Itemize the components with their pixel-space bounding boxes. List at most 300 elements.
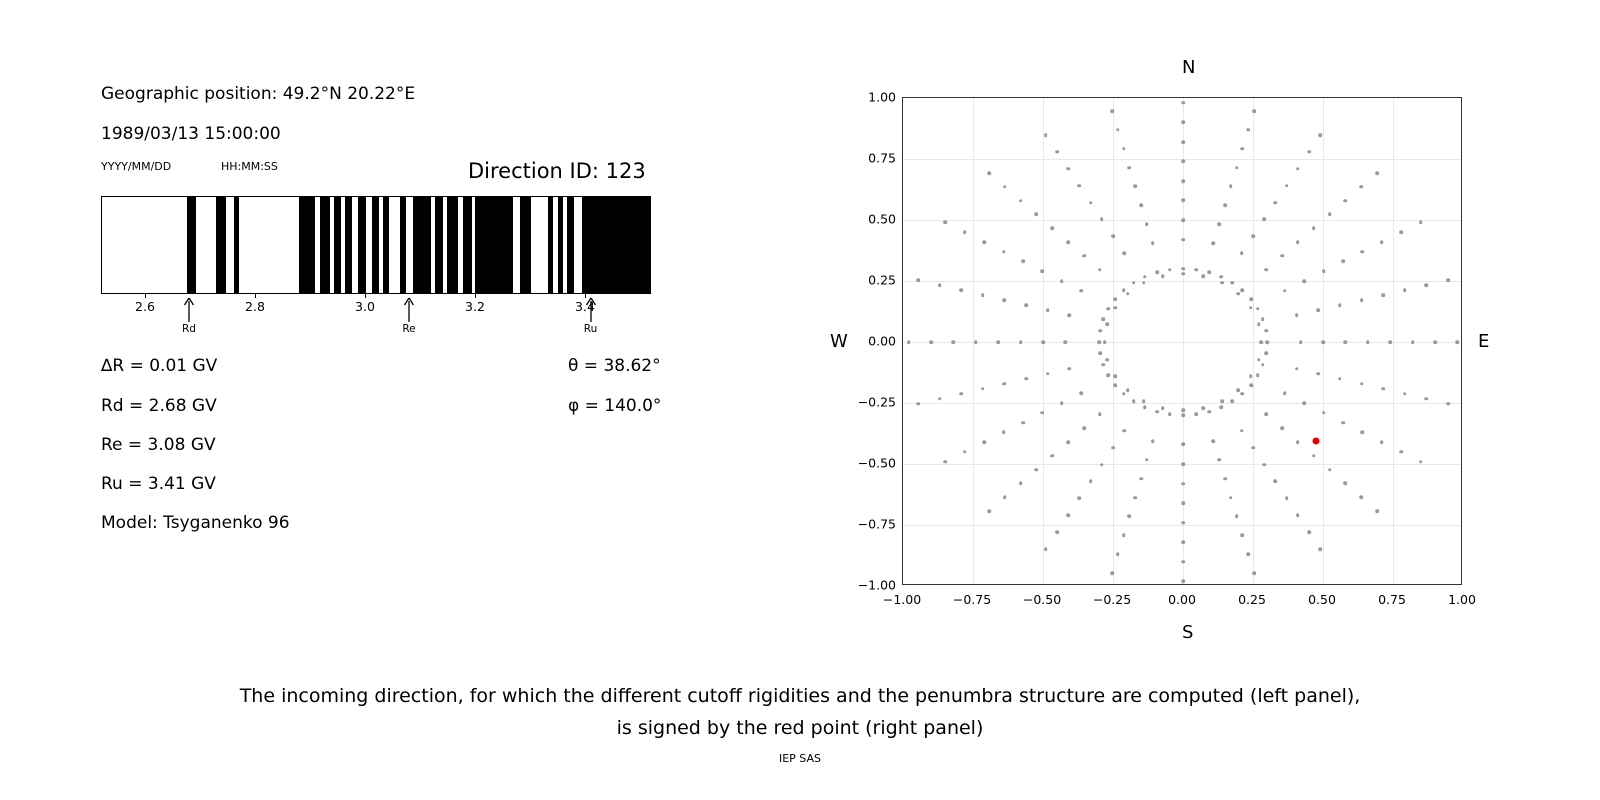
direction-dot (1283, 391, 1287, 395)
direction-dot (944, 221, 948, 225)
penumbra-axis-tick (365, 294, 366, 298)
penumbra-forbidden-band (345, 197, 352, 293)
direction-dot (1318, 547, 1322, 551)
sky-map-y-tick-label: 0.25 (868, 272, 896, 288)
direction-dot (1132, 399, 1136, 403)
direction-dot (1296, 440, 1300, 444)
direction-dot (1044, 133, 1048, 137)
direction-dot (1235, 166, 1239, 170)
direction-dot (1344, 340, 1348, 344)
direction-dot (1285, 184, 1289, 188)
direction-dot (1207, 271, 1211, 275)
sky-map-x-tick-label: 1.00 (1448, 592, 1476, 607)
direction-dot (1113, 383, 1117, 387)
direction-dot (1181, 482, 1185, 486)
compass-south-label: S (1182, 622, 1194, 643)
direction-dot (1257, 323, 1261, 327)
direction-dot (1283, 289, 1287, 293)
direction-dot (1219, 405, 1223, 409)
direction-dot (1237, 292, 1241, 296)
direction-dot (1316, 309, 1320, 313)
direction-dot (1217, 222, 1221, 226)
penumbra-forbidden-band (400, 197, 406, 293)
direction-dot (1181, 199, 1185, 203)
direction-dot (1122, 392, 1126, 396)
direction-dot (1055, 530, 1059, 534)
direction-dot (1322, 411, 1326, 415)
direction-dot (1139, 204, 1143, 208)
direction-dot (1328, 468, 1332, 472)
direction-dot (1100, 463, 1104, 467)
penumbra-forbidden-band (447, 197, 458, 293)
direction-dot (1122, 251, 1126, 255)
gridline-vertical (1393, 98, 1394, 584)
direction-dot (1181, 540, 1185, 544)
direction-dot (1411, 340, 1415, 344)
direction-dot (1181, 579, 1185, 583)
gridline-vertical (1113, 98, 1114, 584)
direction-dot (1359, 495, 1363, 499)
direction-dot (1446, 402, 1450, 406)
direction-dot (1078, 497, 1082, 501)
direction-dot (1066, 167, 1070, 171)
penumbra-forbidden-band (558, 197, 563, 293)
direction-dot (1051, 226, 1055, 230)
direction-dot (987, 509, 991, 513)
direction-dot (1257, 358, 1261, 362)
direction-dot (1235, 515, 1239, 519)
footer-credit: IEP SAS (778, 752, 822, 765)
direction-dot (1399, 450, 1403, 454)
direction-id-label: Direction ID: 123 (468, 159, 646, 183)
sky-map-y-tick-label: 0.00 (868, 333, 896, 349)
direction-dot (1132, 281, 1136, 285)
direction-dot (1051, 454, 1055, 458)
direction-dot (1151, 439, 1155, 443)
direction-dot (1375, 509, 1379, 513)
direction-dot (1360, 382, 1364, 386)
geographic-position-label: Geographic position: 49.2°N 20.22°E (101, 84, 416, 104)
direction-dot (938, 397, 942, 401)
sky-map-plot (902, 97, 1462, 585)
direction-dot (1240, 251, 1244, 255)
direction-dot (1105, 358, 1109, 362)
gridline-horizontal (903, 525, 1461, 526)
penumbra-forbidden-band (334, 197, 342, 293)
arrow-up-icon (402, 296, 416, 322)
value-delta-r: ∆R = 0.01 GV (101, 356, 218, 376)
sky-map-y-tick-label: −1.00 (857, 577, 896, 593)
direction-dot (1241, 147, 1245, 151)
sky-map-y-tick-label: 1.00 (868, 89, 896, 105)
penumbra-forbidden-band (187, 197, 195, 293)
value-phi: φ = 140.0° (568, 396, 662, 416)
value-theta: θ = 38.62° (568, 356, 661, 376)
direction-dot (1100, 218, 1104, 222)
direction-dot (959, 288, 963, 292)
direction-dot (996, 340, 1000, 344)
direction-dot (1220, 399, 1224, 403)
direction-dot (1181, 272, 1185, 276)
figure-caption (0, 680, 1600, 744)
direction-dot (1106, 373, 1110, 377)
direction-dot (1066, 240, 1070, 244)
direction-dot (1060, 401, 1064, 405)
direction-dot (1024, 304, 1028, 308)
direction-dot (1041, 411, 1045, 415)
direction-dot (916, 278, 920, 282)
sky-map-x-tick-label: −1.00 (882, 592, 922, 607)
direction-dot (1116, 128, 1120, 132)
penumbra-forbidden-band (520, 197, 531, 293)
direction-dot (1229, 185, 1233, 189)
direction-dot (1089, 480, 1093, 484)
direction-dot (1145, 222, 1149, 226)
direction-dot (1145, 458, 1149, 462)
gridline-horizontal (903, 342, 1461, 343)
direction-dot (1103, 340, 1107, 344)
direction-dot (1181, 521, 1185, 525)
compass-west-label: W (830, 331, 848, 352)
direction-dot (1113, 306, 1117, 310)
penumbra-forbidden-band (299, 197, 316, 293)
direction-dot (959, 392, 963, 396)
direction-dot (1064, 340, 1068, 344)
direction-dot (1344, 199, 1348, 203)
direction-dot (1380, 440, 1384, 444)
direction-dot (1381, 387, 1385, 391)
direction-dot (1307, 530, 1311, 534)
direction-dot (1098, 268, 1102, 272)
direction-dot (1328, 213, 1332, 217)
direction-dot (1003, 185, 1007, 189)
direction-dot (1133, 496, 1137, 500)
date-format-hint: YYYY/MM/DD (101, 160, 172, 173)
direction-dot (1181, 443, 1185, 447)
direction-dot (1181, 560, 1185, 564)
arrow-up-icon (584, 296, 598, 322)
caption-line-2: is signed by the red point (right panel) (616, 717, 984, 739)
sky-map-y-tick-label: −0.50 (857, 455, 896, 471)
direction-dot (1375, 171, 1379, 175)
direction-dot (1380, 240, 1384, 244)
direction-dot (1249, 383, 1253, 387)
direction-dot (1274, 201, 1278, 205)
direction-dot (1381, 293, 1385, 297)
direction-dot (1024, 377, 1028, 381)
sky-map-y-tick-label: 0.75 (868, 150, 896, 166)
direction-dot (1403, 392, 1407, 396)
direction-dot (1035, 468, 1039, 472)
cutoff-marker-rd (182, 296, 196, 335)
gridline-vertical (1253, 98, 1254, 584)
gridline-horizontal (903, 281, 1461, 282)
direction-dot (1143, 275, 1147, 279)
direction-dot (1068, 314, 1072, 318)
direction-dot (1249, 297, 1253, 301)
direction-dot (1089, 201, 1093, 205)
left-panel (0, 0, 800, 660)
direction-dot (1246, 128, 1250, 132)
direction-dot (1143, 405, 1147, 409)
direction-dot (987, 171, 991, 175)
penumbra-forbidden-band (234, 197, 239, 293)
direction-dot (1181, 501, 1185, 505)
direction-dot (1110, 109, 1114, 113)
direction-dot (1274, 480, 1278, 484)
direction-dot (1181, 101, 1185, 105)
sky-map-panel (800, 0, 1600, 660)
penumbra-forbidden-band (463, 197, 472, 293)
direction-dot (1241, 288, 1245, 292)
direction-dot (1106, 307, 1110, 311)
direction-dot (1111, 235, 1115, 239)
direction-dot (1252, 571, 1256, 575)
direction-dot (1338, 304, 1342, 308)
sky-map-x-tick-label: 0.00 (1168, 592, 1196, 607)
direction-dot (1128, 166, 1132, 170)
direction-dot (1262, 463, 1266, 467)
penumbra-forbidden-band (413, 197, 431, 293)
sky-map-x-tick-label: −0.50 (1022, 592, 1062, 607)
direction-dot (1194, 413, 1198, 417)
penumbra-axis-tick (145, 294, 146, 298)
direction-dot (1003, 495, 1007, 499)
direction-dot (1296, 240, 1300, 244)
direction-dot (1111, 446, 1115, 450)
direction-dot (1321, 340, 1325, 344)
direction-dot (1035, 213, 1039, 217)
direction-dot (1307, 150, 1311, 154)
direction-dot (1079, 391, 1083, 395)
sky-map-y-tick-label: −0.25 (857, 394, 896, 410)
direction-dot (1122, 429, 1126, 433)
direction-dot (1403, 288, 1407, 292)
direction-dot (1295, 367, 1299, 371)
cutoff-marker-ru (584, 296, 598, 335)
direction-dot (1261, 363, 1265, 367)
value-model: Model: Tsyganenko 96 (101, 513, 290, 533)
direction-dot (963, 450, 967, 454)
direction-dot (1264, 329, 1268, 333)
direction-dot (1316, 372, 1320, 376)
penumbra-forbidden-band (435, 197, 443, 293)
direction-dot (1446, 278, 1450, 282)
direction-dot (1360, 299, 1364, 303)
direction-dot (1212, 241, 1216, 245)
direction-dot (1019, 199, 1023, 203)
penumbra-axis-tick (255, 294, 256, 298)
time-format-hint: HH:MM:SS (221, 160, 278, 173)
direction-dot (1168, 413, 1172, 417)
direction-dot (1312, 226, 1316, 230)
direction-dot (1161, 406, 1165, 410)
direction-dot (981, 387, 985, 391)
direction-dot (1425, 397, 1429, 401)
direction-dot (1425, 283, 1429, 287)
direction-dot (1302, 279, 1306, 283)
direction-dot (1181, 409, 1185, 413)
direction-dot (1312, 454, 1316, 458)
direction-dot (1251, 446, 1255, 450)
direction-dot (1168, 268, 1172, 272)
direction-dot (1142, 281, 1146, 285)
direction-dot (1155, 410, 1159, 414)
direction-dot (1322, 269, 1326, 273)
direction-dot (1295, 314, 1299, 318)
gridline-vertical (1183, 98, 1184, 584)
compass-east-label: E (1478, 331, 1490, 352)
selected-direction-marker[interactable] (1313, 437, 1320, 444)
direction-dot (1046, 309, 1050, 313)
direction-dot (1133, 185, 1137, 189)
direction-dot (1223, 477, 1227, 481)
direction-dot (1046, 372, 1050, 376)
sky-map-x-tick-label: −0.25 (1092, 592, 1132, 607)
direction-dot (1237, 389, 1241, 393)
direction-dot (1256, 307, 1260, 311)
direction-dot (1066, 440, 1070, 444)
value-ru: Ru = 3.41 GV (101, 474, 216, 494)
direction-dot (1122, 147, 1126, 151)
direction-dot (1122, 533, 1126, 537)
direction-dot (1366, 340, 1370, 344)
direction-dot (1261, 318, 1265, 322)
direction-dot (1181, 179, 1185, 183)
penumbra-forbidden-band (548, 197, 554, 293)
direction-dot (1264, 413, 1268, 417)
penumbra-axis-tick-label: 2.8 (245, 299, 265, 314)
direction-dot (1338, 377, 1342, 381)
direction-dot (1344, 482, 1348, 486)
direction-dot (1003, 382, 1007, 386)
direction-dot (1139, 477, 1143, 481)
direction-dot (929, 340, 933, 344)
cutoff-marker-re (402, 296, 416, 335)
direction-dot (1212, 439, 1216, 443)
direction-dot (1201, 406, 1205, 410)
direction-dot (1280, 254, 1284, 258)
direction-dot (1260, 340, 1264, 344)
direction-dot (1280, 426, 1284, 430)
direction-dot (982, 440, 986, 444)
direction-dot (1126, 292, 1130, 296)
direction-dot (916, 402, 920, 406)
penumbra-x-axis (101, 294, 651, 354)
direction-dot (1419, 460, 1423, 464)
direction-dot (1181, 218, 1185, 222)
direction-dot (1249, 306, 1253, 310)
direction-dot (1021, 421, 1025, 425)
direction-dot (1113, 297, 1117, 301)
direction-dot (1262, 218, 1266, 222)
direction-dot (1078, 184, 1082, 188)
direction-dot (1241, 533, 1245, 537)
direction-dot (1264, 268, 1268, 272)
direction-dot (1181, 238, 1185, 242)
direction-dot (1019, 340, 1023, 344)
penumbra-forbidden-band (216, 197, 226, 293)
direction-dot (982, 240, 986, 244)
penumbra-chart (101, 196, 651, 294)
direction-dot (1341, 260, 1345, 264)
penumbra-forbidden-band (320, 197, 330, 293)
direction-dot (1161, 274, 1165, 278)
direction-dot (1041, 269, 1045, 273)
direction-dot (1003, 299, 1007, 303)
direction-dot (1194, 268, 1198, 272)
direction-dot (1231, 281, 1235, 285)
direction-dot (1155, 271, 1159, 275)
cutoff-marker-label: Rd (182, 323, 196, 335)
direction-dot (1229, 496, 1233, 500)
direction-dot (1098, 413, 1102, 417)
datetime-label: 1989/03/13 15:00:00 (101, 124, 281, 144)
direction-dot (907, 340, 911, 344)
direction-dot (938, 283, 942, 287)
penumbra-axis-tick-label: 3.0 (355, 299, 375, 314)
sky-map-x-tick-label: 0.25 (1238, 592, 1266, 607)
cutoff-marker-label: Re (402, 323, 416, 335)
caption-line-1: The incoming direction, for which the different cutoff rigidities and the penumbra structure are computed (left panel), (239, 685, 1361, 707)
direction-dot (1285, 497, 1289, 501)
direction-dot (1296, 167, 1300, 171)
penumbra-forbidden-band (372, 197, 380, 293)
direction-dot (1041, 340, 1045, 344)
direction-dot (1002, 250, 1006, 254)
penumbra-forbidden-band (582, 197, 651, 293)
direction-dot (1256, 373, 1260, 377)
penumbra-band-plot (101, 196, 651, 294)
value-rd: Rd = 2.68 GV (101, 396, 217, 416)
direction-dot (1116, 552, 1120, 556)
direction-dot (1361, 250, 1365, 254)
direction-dot (1207, 410, 1211, 414)
direction-dot (1296, 513, 1300, 517)
direction-dot (944, 460, 948, 464)
direction-dot (1433, 340, 1437, 344)
direction-dot (1231, 399, 1235, 403)
direction-dot (1361, 430, 1365, 434)
direction-dot (1265, 340, 1269, 344)
direction-dot (1341, 421, 1345, 425)
direction-dot (1181, 160, 1185, 164)
direction-dot (1068, 367, 1072, 371)
direction-dot (1142, 399, 1146, 403)
direction-dot (1241, 392, 1245, 396)
direction-dot (1101, 318, 1105, 322)
direction-dot (1220, 281, 1224, 285)
gridline-horizontal (903, 403, 1461, 404)
direction-dot (1019, 482, 1023, 486)
direction-dot (1082, 426, 1086, 430)
direction-dot (1110, 571, 1114, 575)
direction-dot (1219, 275, 1223, 279)
direction-dot (1456, 340, 1460, 344)
penumbra-axis-tick (475, 294, 476, 298)
direction-dot (1252, 109, 1256, 113)
sky-map-y-tick-label: −0.75 (857, 516, 896, 532)
direction-dot (952, 340, 956, 344)
direction-dot (1419, 221, 1423, 225)
direction-dot (1128, 515, 1132, 519)
direction-dot (1126, 389, 1130, 393)
sky-map-x-tick-label: 0.50 (1308, 592, 1336, 607)
direction-dot (1055, 150, 1059, 154)
direction-dot (1249, 374, 1253, 378)
direction-dot (1181, 413, 1185, 417)
direction-dot (1264, 352, 1268, 356)
